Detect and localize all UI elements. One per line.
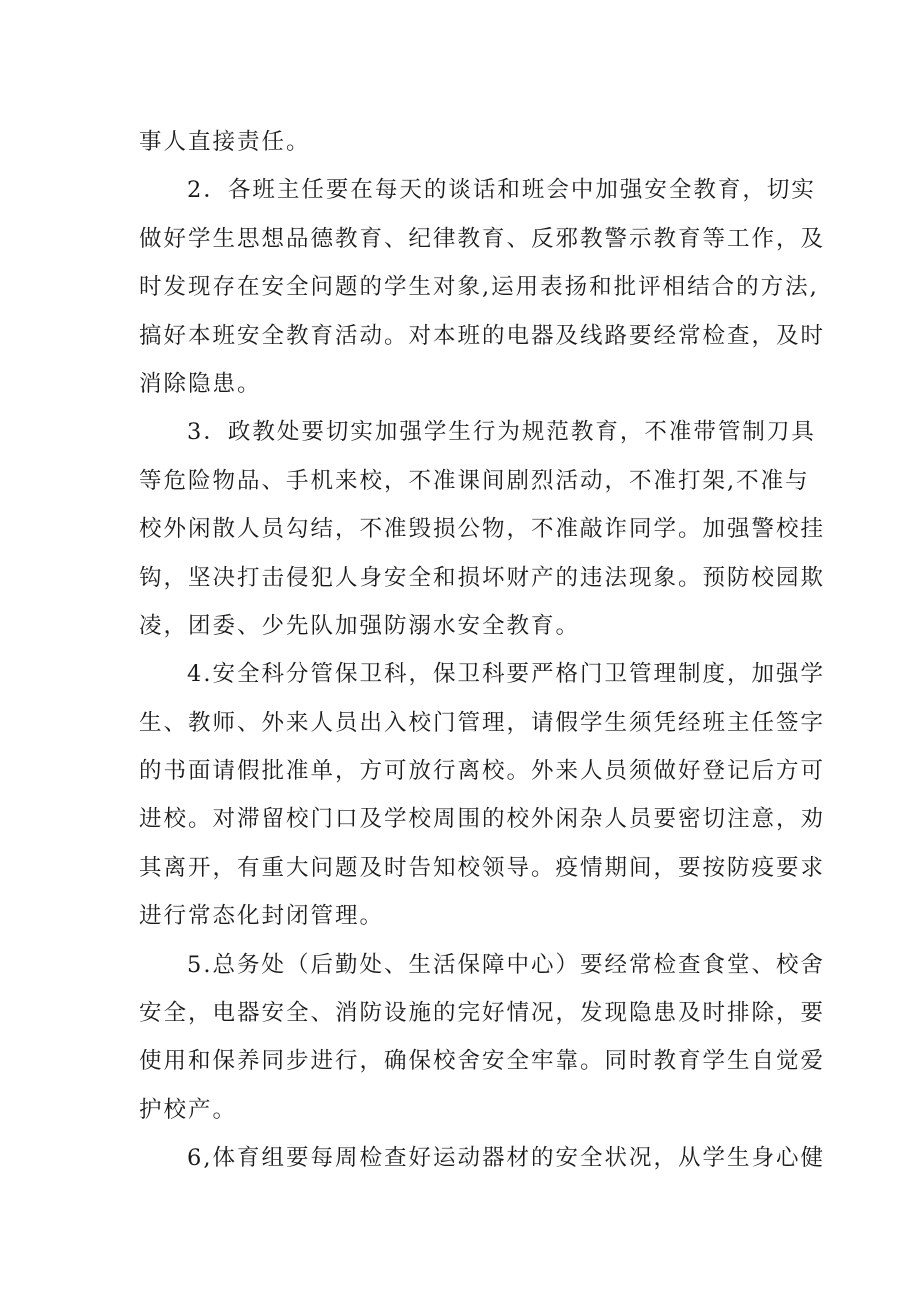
- text-line: 凌，团委、少先队加强防溺水安全教育。: [139, 612, 581, 639]
- text-line: 进行常态化封闭管理。: [139, 903, 385, 930]
- text-line: 3．政教处要切实加强学生行为规范教育，不准带管制刀具: [187, 419, 816, 446]
- text-line: 校外闲散人员勾结，不准毁损公物，不准敲诈同学。加强警校挂: [139, 516, 826, 543]
- text-line: 4.安全科分管保卫科，保卫科要严格门卫管理制度，加强学: [187, 661, 825, 688]
- text-line: 进校。对滞留校门口及学校周围的校外闲杂人员要密切注意，劝: [139, 806, 826, 833]
- text-line: 使用和保养同步进行，确保校舍安全牢靠。同时教育学生自觉爱: [139, 1048, 826, 1075]
- text-line: 5.总务处（后勤处、生活保障中心）要经常检查食堂、校舍: [187, 951, 825, 978]
- text-line: 6,体育组要每周检查好运动器材的安全状况，从学生身心健: [187, 1145, 825, 1172]
- text-line: 搞好本班安全教育活动。对本班的电器及线路要经常检查，及时: [139, 322, 826, 349]
- text-line: 事人直接责任。: [139, 129, 311, 155]
- text-line: 2．各班主任要在每天的谈话和班会中加强安全教育，切实: [187, 177, 816, 204]
- text-line: 其离开，有重大问题及时告知校领导。疫情期间，要按防疫要求: [139, 854, 826, 881]
- text-line: 的书面请假批准单，方可放行离校。外来人员须做好登记后方可: [139, 758, 826, 785]
- text-line: 护校产。: [139, 1096, 238, 1123]
- text-line: 时发现存在安全问题的学生对象,运用表扬和批评相结合的方法,: [139, 274, 819, 301]
- text-line: 钩，坚决打击侵犯人身安全和损坏财产的违法现象。预防校园欺: [139, 564, 826, 591]
- document-body: [139, 118, 826, 1183]
- text-line: 生、教师、外来人员出入校门管理，请假学生须凭经班主任签字: [139, 709, 826, 736]
- text-line: 安全，电器安全、消防设施的完好情况，发现隐患及时排除，要: [139, 1000, 826, 1027]
- text-line: 等危险物品、手机来校，不准课间剧烈活动，不准打架,不准与: [139, 467, 810, 494]
- text-line: 消除隐患。: [139, 370, 262, 397]
- text-line: 做好学生思想品德教育、纪律教育、反邪教警示教育等工作，及: [139, 225, 826, 252]
